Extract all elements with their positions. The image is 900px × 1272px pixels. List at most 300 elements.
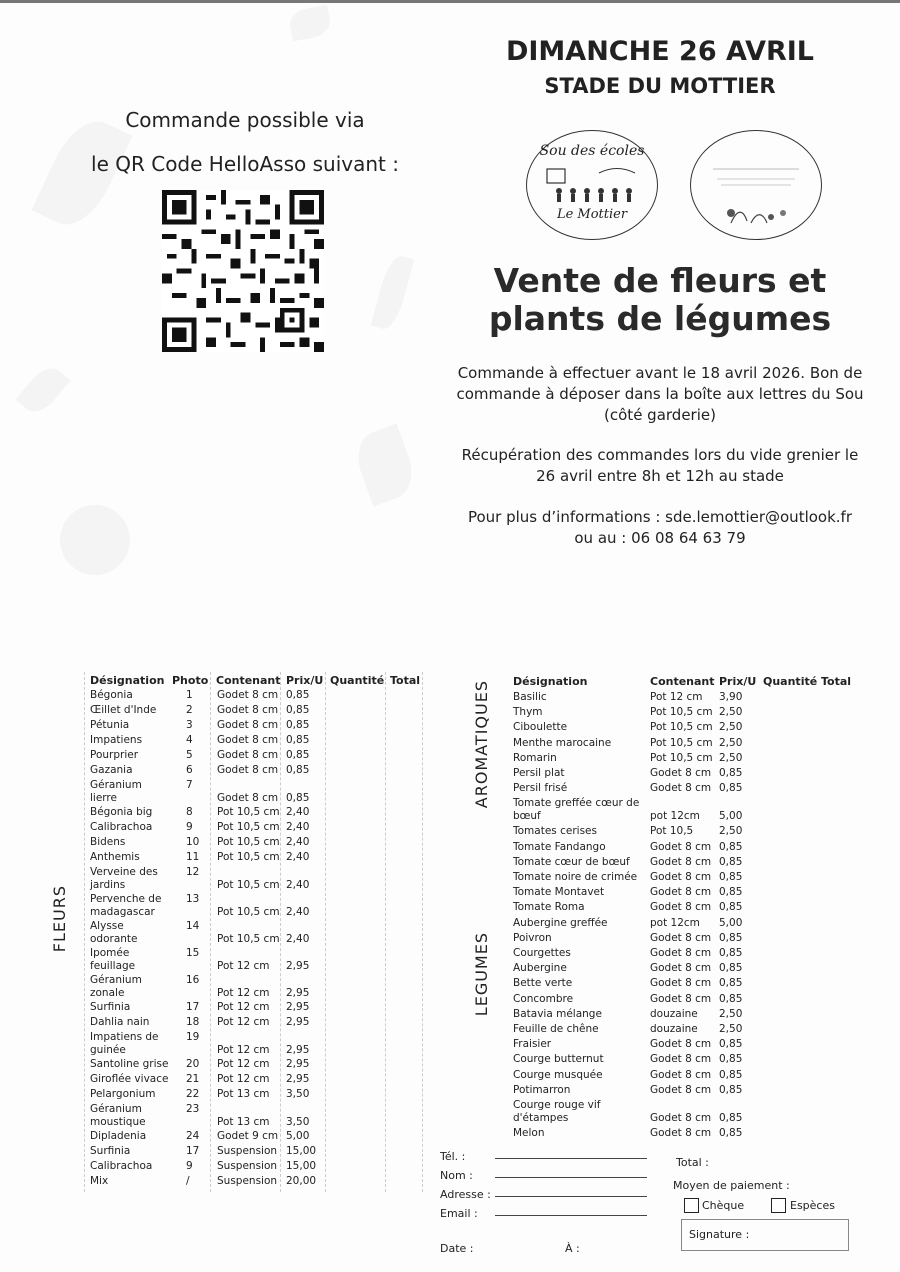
fleurs-row-name: Impatiens de bbox=[90, 1031, 159, 1043]
fleurs-row-contenant: Pot 10,5 cm bbox=[217, 806, 280, 818]
fleurs-row-contenant: Pot 12 cm bbox=[217, 1044, 270, 1056]
fleurs-row-prix: 3,50 bbox=[286, 1088, 310, 1100]
fleurs-row-name: Mix bbox=[90, 1175, 109, 1187]
legumes-row-quantity-input[interactable] bbox=[763, 721, 813, 734]
fleurs-row-prix: 0,85 bbox=[286, 749, 310, 761]
fleurs-row-quantity-input[interactable] bbox=[330, 1116, 380, 1129]
fleurs-header-quantite: Quantité bbox=[330, 674, 385, 687]
fleurs-row-name-line2: moustique bbox=[90, 1116, 146, 1128]
fleurs-row-name-line2: feuillage bbox=[90, 960, 136, 972]
legumes-row-name: Persil plat bbox=[513, 767, 565, 779]
fleurs-row-name: Anthemis bbox=[90, 851, 140, 863]
legumes-row-quantity-input[interactable] bbox=[763, 1084, 813, 1097]
fleurs-row-contenant: Godet 8 cm bbox=[217, 749, 279, 761]
fleurs-row-contenant: Pot 13 cm bbox=[217, 1116, 270, 1128]
fleurs-row-quantity-input[interactable] bbox=[330, 749, 380, 762]
fleurs-row-prix: 0,85 bbox=[286, 689, 310, 701]
legumes-row-quantity-input[interactable] bbox=[763, 993, 813, 1006]
cheque-label: Chèque bbox=[702, 1199, 745, 1212]
fleurs-row-photo: 14 bbox=[186, 920, 200, 932]
fleurs-row-quantity-input[interactable] bbox=[330, 734, 380, 747]
legumes-row-name: Aubergine bbox=[513, 962, 567, 975]
fleurs-row-prix: 0,85 bbox=[286, 764, 310, 776]
fleurs-row-name: Verveine des bbox=[90, 866, 158, 878]
fleurs-row-prix: 2,40 bbox=[286, 851, 310, 863]
legumes-row-prix: 0,85 bbox=[719, 886, 743, 899]
fleurs-row-prix: 2,40 bbox=[286, 879, 310, 891]
legumes-row-name: Basilic bbox=[513, 691, 547, 703]
legumes-row-prix: 0,85 bbox=[719, 947, 743, 959]
logo-text-bottom: Le Mottier bbox=[556, 207, 628, 222]
fleurs-row-quantity-input[interactable] bbox=[330, 1058, 380, 1071]
total-label: Total : bbox=[676, 1156, 709, 1169]
fleurs-row-photo: 16 bbox=[186, 974, 200, 986]
legumes-row-prix: 0,85 bbox=[719, 931, 743, 944]
fleurs-row-contenant: Godet 8 cm bbox=[217, 719, 279, 731]
fleurs-row-prix: 2,95 bbox=[286, 987, 310, 999]
fleurs-row-quantity-input[interactable] bbox=[330, 792, 380, 805]
fleurs-row-prix: 15,00 bbox=[286, 1160, 317, 1172]
fleurs-row-photo: 3 bbox=[186, 719, 193, 731]
legumes-row-name: Thym bbox=[513, 706, 543, 719]
fleurs-row-quantity-input[interactable] bbox=[330, 1175, 380, 1188]
legumes-row-prix: 0,85 bbox=[719, 782, 743, 795]
fleurs-row-contenant: Pot 10,5 cm bbox=[217, 906, 280, 918]
fleurs-row-photo: 10 bbox=[186, 836, 200, 848]
legumes-row-name: Ciboulette bbox=[513, 721, 568, 734]
fleurs-row-prix: 3,50 bbox=[286, 1116, 310, 1128]
fleurs-row-name-line2: guinée bbox=[90, 1044, 126, 1056]
legumes-row-contenant: Pot 10,5 bbox=[650, 825, 694, 838]
legumes-row-quantity-input[interactable] bbox=[763, 841, 813, 854]
fleurs-row-contenant: Pot 10,5 cm bbox=[217, 851, 280, 863]
legumes-row-contenant: pot 12cm bbox=[650, 810, 700, 823]
fleurs-row-name: Géranium bbox=[90, 779, 142, 791]
legumes-row-contenant: Godet 8 cm bbox=[650, 992, 712, 1005]
legumes-row-contenant: Godet 8 cm bbox=[650, 1127, 712, 1139]
legumes-row-name: Bette verte bbox=[513, 977, 573, 990]
fleurs-row-name: Œillet d'Inde bbox=[90, 704, 157, 716]
a-label: À : bbox=[565, 1242, 580, 1255]
legumes-row-quantity-input[interactable] bbox=[763, 767, 813, 780]
nom-label: Nom : bbox=[440, 1169, 473, 1182]
legumes-row-name: Potimarron bbox=[513, 1083, 571, 1096]
fleurs-row-photo: 20 bbox=[186, 1058, 200, 1070]
fleurs-row-photo: 19 bbox=[186, 1031, 200, 1043]
fleurs-row-photo: 8 bbox=[186, 806, 193, 818]
fleurs-row-photo: 21 bbox=[186, 1073, 200, 1085]
legumes-row-prix: 0,85 bbox=[719, 871, 743, 883]
fleurs-row-photo: 6 bbox=[186, 764, 193, 776]
legumes-row-contenant: Godet 8 cm bbox=[650, 1068, 712, 1081]
fleurs-row-name: Surfinia bbox=[90, 1001, 131, 1013]
order-info-line1: Commande à effectuer avant le 18 avril 2026. Bon de bbox=[457, 364, 863, 382]
fleurs-row-quantity-input[interactable] bbox=[330, 1044, 380, 1057]
fleurs-row-name-line2: odorante bbox=[90, 933, 138, 945]
legumes-row-name: Tomate Roma bbox=[513, 901, 585, 914]
fleurs-row-quantity-input[interactable] bbox=[330, 960, 380, 973]
legumes-row-prix: 2,50 bbox=[719, 706, 743, 719]
legumes-row-contenant: Godet 8 cm bbox=[650, 840, 712, 853]
legumes-row-contenant: Godet 8 cm bbox=[650, 855, 712, 868]
legumes-row-name: Courge musquée bbox=[513, 1068, 603, 1081]
fleurs-row-name: Pelargonium bbox=[90, 1088, 156, 1100]
legumes-row-contenant: Pot 10,5 cm bbox=[650, 721, 713, 734]
legumes-row-quantity-input[interactable] bbox=[763, 1008, 813, 1021]
legumes-row-prix: 0,85 bbox=[719, 962, 743, 975]
legumes-row-contenant: Godet 8 cm bbox=[650, 1038, 712, 1051]
fleurs-row-contenant: Pot 12 cm bbox=[217, 1073, 270, 1085]
fleurs-row-prix: 2,40 bbox=[286, 906, 310, 918]
legumes-row-contenant: Godet 8 cm bbox=[650, 901, 712, 914]
legumes-row-name: Menthe marocaine bbox=[513, 736, 612, 749]
fleurs-row-prix: 0,85 bbox=[286, 734, 310, 746]
fleurs-header-photo: Photo bbox=[172, 674, 209, 687]
legumes-row-name: Melon bbox=[513, 1127, 545, 1139]
date-label: Date : bbox=[440, 1242, 474, 1255]
fleurs-row-photo: 13 bbox=[186, 893, 200, 905]
legumes-row-prix: 0,85 bbox=[719, 1068, 743, 1081]
fleurs-header-total: Total bbox=[390, 674, 421, 687]
legumes-row-name: Concombre bbox=[513, 992, 574, 1005]
contact-info-line1: Pour plus d’informations : sde.lemottier@outlook.fr bbox=[467, 508, 852, 526]
legumes-row-prix: 5,00 bbox=[719, 810, 743, 823]
legumes-row-prix: 3,90 bbox=[719, 691, 743, 703]
fleurs-row-quantity-input[interactable] bbox=[330, 821, 380, 834]
signature-box[interactable] bbox=[681, 1219, 849, 1251]
legumes-row-quantity-input[interactable] bbox=[763, 871, 813, 884]
fleurs-row-name: Impatiens bbox=[90, 734, 143, 746]
fleurs-row-contenant: Godet 9 cm bbox=[217, 1130, 279, 1142]
fleurs-row-name-line2: zonale bbox=[90, 987, 125, 999]
legumes-row-quantity-input[interactable] bbox=[763, 691, 813, 704]
fleurs-row-quantity-input[interactable] bbox=[330, 906, 380, 919]
fleurs-row-quantity-input[interactable] bbox=[330, 704, 380, 717]
order-info-line3: (côté garderie) bbox=[604, 406, 716, 424]
logo-text-top: Sou des écoles bbox=[539, 143, 645, 159]
legumes-row-prix: 0,85 bbox=[719, 1127, 743, 1139]
contact-info-line2: ou au : 06 08 64 63 79 bbox=[574, 529, 746, 547]
legumes-row-quantity-input[interactable] bbox=[763, 901, 813, 914]
adresse-input[interactable] bbox=[495, 1196, 647, 1197]
fleurs-row-name: Santoline grise bbox=[90, 1058, 169, 1070]
legumes-row-name: Persil frisé bbox=[513, 782, 568, 795]
legumes-row-contenant: Pot 10,5 cm bbox=[650, 751, 713, 764]
fleurs-row-quantity-input[interactable] bbox=[330, 719, 380, 732]
adresse-label: Adresse : bbox=[440, 1188, 491, 1201]
legumes-row-prix: 0,85 bbox=[719, 840, 743, 853]
fleurs-row-name: Géranium bbox=[90, 974, 142, 986]
partner-logo bbox=[690, 130, 822, 240]
fleurs-row-contenant: Pot 10,5 cm bbox=[217, 879, 280, 891]
fleurs-row-photo: 7 bbox=[186, 779, 193, 791]
legumes-row-prix: 2,50 bbox=[719, 1023, 743, 1035]
fleurs-row-contenant: Pot 13 cm bbox=[217, 1088, 270, 1100]
legumes-row-name: Tomate greffée cœur de bbox=[513, 797, 640, 810]
fleurs-row-contenant: Pot 12 cm bbox=[217, 960, 270, 972]
legumes-row-name: Batavia mélange bbox=[513, 1007, 602, 1020]
legumes-row-quantity-input[interactable] bbox=[763, 886, 813, 899]
fleurs-row-name-line2: madagascar bbox=[90, 906, 155, 918]
fleurs-row-prix: 2,95 bbox=[286, 1001, 310, 1013]
email-label: Email : bbox=[440, 1207, 478, 1220]
fleurs-row-photo: 24 bbox=[186, 1130, 200, 1142]
fleurs-row-prix: 2,95 bbox=[286, 960, 310, 972]
fleurs-row-quantity-input[interactable] bbox=[330, 1016, 380, 1029]
legumes-row-quantity-input[interactable] bbox=[763, 1112, 813, 1125]
event-date: DIMANCHE 26 AVRIL bbox=[505, 36, 815, 67]
fleurs-row-contenant: Suspension bbox=[217, 1175, 278, 1187]
legumes-row-quantity-input[interactable] bbox=[763, 1023, 813, 1036]
legumes-row-prix: 0,85 bbox=[719, 977, 743, 990]
fleurs-row-name: Pétunia bbox=[90, 719, 130, 731]
fleurs-row-contenant: Pot 12 cm bbox=[217, 1058, 270, 1070]
qr-caption-line1: Commande possible via bbox=[125, 108, 365, 132]
legumes-row-name: Aubergine greffée bbox=[513, 916, 608, 929]
fleurs-row-name: Dipladenia bbox=[90, 1130, 147, 1142]
legumes-row-contenant: Godet 8 cm bbox=[650, 931, 712, 944]
legumes-row-contenant: Godet 8 cm bbox=[650, 962, 712, 975]
nom-input[interactable] bbox=[495, 1177, 647, 1178]
fleurs-row-photo: 22 bbox=[186, 1088, 200, 1100]
legumes-row-contenant: Godet 8 cm bbox=[650, 977, 712, 990]
legumes-row-name: Tomate cœur de bœuf bbox=[513, 855, 630, 868]
fleurs-row-quantity-input[interactable] bbox=[330, 806, 380, 819]
sou-des-ecoles-logo bbox=[526, 130, 658, 240]
legumes-row-quantity-input[interactable] bbox=[763, 977, 813, 990]
fleurs-row-prix: 2,95 bbox=[286, 1058, 310, 1070]
legumes-row-name: Tomate Montavet bbox=[513, 886, 605, 899]
event-venue: STADE DU MOTTIER bbox=[544, 74, 776, 98]
children-icon bbox=[541, 165, 643, 205]
fleurs-row-photo: 12 bbox=[186, 866, 200, 878]
fleurs-row-name: Surfinia bbox=[90, 1145, 131, 1157]
title-line1: Vente de fleurs et bbox=[493, 261, 827, 300]
legumes-header-total: Total bbox=[821, 675, 852, 688]
legumes-row-quantity-input[interactable] bbox=[763, 1127, 813, 1140]
fleurs-row-name: Calibrachoa bbox=[90, 821, 153, 833]
fleurs-row-name: Bidens bbox=[90, 836, 126, 848]
payment-label: Moyen de paiement : bbox=[673, 1179, 790, 1192]
fleurs-row-photo: 23 bbox=[186, 1103, 200, 1115]
fleurs-row-prix: 2,40 bbox=[286, 821, 310, 833]
fleurs-row-prix: 2,40 bbox=[286, 933, 310, 945]
legumes-row-quantity-input[interactable] bbox=[763, 917, 813, 930]
fleurs-row-prix: 2,40 bbox=[286, 806, 310, 818]
fleurs-row-contenant: Pot 12 cm bbox=[217, 1016, 270, 1028]
fleurs-row-photo: 18 bbox=[186, 1016, 200, 1028]
fleurs-row-photo: 11 bbox=[186, 851, 200, 863]
legumes-header-designation: Désignation bbox=[513, 675, 588, 688]
flower-icon bbox=[701, 151, 811, 231]
legumes-row-contenant: Pot 12 cm bbox=[650, 691, 703, 703]
legumes-row-name: Courge rouge vif bbox=[513, 1099, 601, 1111]
fleurs-row-contenant: Pot 10,5 cm bbox=[217, 821, 280, 833]
legumes-row-prix: 2,50 bbox=[719, 751, 743, 764]
legumes-row-prix: 0,85 bbox=[719, 1053, 743, 1066]
fleurs-row-prix: 2,95 bbox=[286, 1016, 310, 1028]
fleurs-row-contenant: Pot 10,5 cm bbox=[217, 933, 280, 945]
fleurs-row-contenant: Godet 8 cm bbox=[217, 734, 279, 746]
fleurs-row-name-line2: lierre bbox=[90, 792, 117, 804]
pickup-info-line1: Récupération des commandes lors du vide grenier le bbox=[461, 446, 859, 464]
fleurs-row-quantity-input[interactable] bbox=[330, 764, 380, 777]
fleurs-row-contenant: Suspension bbox=[217, 1145, 278, 1157]
fleurs-row-photo: 4 bbox=[186, 734, 193, 746]
fleurs-row-name: Pourprier bbox=[90, 749, 139, 761]
legumes-row-quantity-input[interactable] bbox=[763, 706, 813, 719]
fleurs-row-contenant: Godet 8 cm bbox=[217, 764, 279, 776]
legumes-row-quantity-input[interactable] bbox=[763, 856, 813, 869]
fleurs-row-photo: 1 bbox=[186, 689, 193, 701]
fleurs-row-contenant: Pot 10,5 cm bbox=[217, 836, 280, 848]
fleurs-row-name: Dahlia nain bbox=[90, 1016, 150, 1028]
fleurs-row-name: Géranium bbox=[90, 1103, 142, 1115]
fleurs-row-contenant: Godet 8 cm bbox=[217, 689, 279, 701]
fleurs-row-name: Gazania bbox=[90, 764, 133, 776]
aromatiques-section-label: AROMATIQUES bbox=[472, 680, 491, 809]
fleurs-row-quantity-input[interactable] bbox=[330, 851, 380, 864]
fleurs-header-contenant: Contenant bbox=[216, 674, 281, 687]
fleurs-row-prix: 2,95 bbox=[286, 1044, 310, 1056]
fleurs-row-prix: 0,85 bbox=[286, 792, 310, 804]
legumes-row-name: Courge butternut bbox=[513, 1053, 604, 1066]
fleurs-row-prix: 0,85 bbox=[286, 719, 310, 731]
legumes-row-quantity-input[interactable] bbox=[763, 1053, 813, 1066]
fleurs-row-quantity-input[interactable] bbox=[330, 689, 380, 702]
fleurs-header-prix: Prix/U bbox=[286, 674, 324, 687]
legumes-row-name: Poivron bbox=[513, 931, 552, 944]
legumes-row-name: Tomate Fandango bbox=[513, 840, 606, 853]
fleurs-header-designation: Désignation bbox=[90, 674, 165, 687]
fleurs-row-quantity-input[interactable] bbox=[330, 1130, 380, 1143]
fleurs-row-name: Ipomée bbox=[90, 947, 130, 959]
fleurs-row-quantity-input[interactable] bbox=[330, 987, 380, 1000]
contact-info bbox=[450, 507, 870, 549]
legumes-row-name-line2: d'étampes bbox=[513, 1112, 569, 1124]
legumes-header-contenant: Contenant bbox=[650, 675, 715, 688]
legumes-row-quantity-input[interactable] bbox=[763, 932, 813, 945]
fleurs-row-photo: 17 bbox=[186, 1145, 200, 1157]
fleurs-row-photo: 2 bbox=[186, 704, 193, 716]
legumes-row-contenant: Godet 8 cm bbox=[650, 871, 712, 883]
fleurs-row-photo: 17 bbox=[186, 1001, 200, 1013]
fleurs-row-contenant: Pot 12 cm bbox=[217, 1001, 270, 1013]
legumes-row-prix: 2,50 bbox=[719, 721, 743, 734]
fleurs-row-prix: 5,00 bbox=[286, 1130, 310, 1142]
especes-checkbox[interactable] bbox=[771, 1198, 786, 1213]
fleurs-row-photo: 5 bbox=[186, 749, 193, 761]
legumes-row-quantity-input[interactable] bbox=[763, 810, 813, 823]
legumes-row-prix: 2,50 bbox=[719, 1007, 743, 1020]
fleurs-row-prix: 0,85 bbox=[286, 704, 310, 716]
legumes-row-name: Tomates cerises bbox=[513, 825, 597, 838]
order-info bbox=[450, 363, 870, 426]
fleurs-row-photo: 9 bbox=[186, 1160, 193, 1172]
legumes-row-quantity-input[interactable] bbox=[763, 782, 813, 795]
legumes-row-name: Tomate noire de crimée bbox=[513, 871, 638, 883]
signature-label: Signature : bbox=[689, 1228, 750, 1241]
fleurs-row-name: Pervenche de bbox=[90, 893, 162, 905]
fleurs-row-name: Bégonia big bbox=[90, 806, 153, 818]
legumes-header-prix: Prix/U bbox=[719, 675, 757, 688]
pickup-info bbox=[450, 445, 870, 487]
legumes-row-prix: 5,00 bbox=[719, 916, 743, 929]
tel-input[interactable] bbox=[495, 1158, 647, 1159]
legumes-row-prix: 0,85 bbox=[719, 901, 743, 914]
email-input[interactable] bbox=[495, 1215, 647, 1216]
fleurs-row-quantity-input[interactable] bbox=[330, 1001, 380, 1014]
legumes-row-quantity-input[interactable] bbox=[763, 752, 813, 765]
order-info-line2: commande à déposer dans la boîte aux lettres du Sou bbox=[456, 385, 864, 403]
legumes-row-contenant: pot 12cm bbox=[650, 916, 700, 929]
legumes-row-contenant: Godet 8 cm bbox=[650, 886, 712, 899]
legumes-row-name: Fraisier bbox=[513, 1038, 552, 1051]
legumes-row-quantity-input[interactable] bbox=[763, 962, 813, 975]
fleurs-row-name: Giroflée vivace bbox=[90, 1073, 169, 1085]
fleurs-row-contenant: Pot 12 cm bbox=[217, 987, 270, 999]
legumes-row-quantity-input[interactable] bbox=[763, 1038, 813, 1051]
title-line2: plants de légumes bbox=[488, 299, 832, 338]
fleurs-row-quantity-input[interactable] bbox=[330, 1145, 380, 1158]
fleurs-row-quantity-input[interactable] bbox=[330, 836, 380, 849]
fleurs-row-name: Alysse bbox=[90, 920, 124, 932]
legumes-row-prix: 0,85 bbox=[719, 1038, 743, 1051]
legumes-row-contenant: Godet 8 cm bbox=[650, 1083, 712, 1096]
legumes-section-label: LEGUMES bbox=[472, 932, 491, 1017]
cheque-checkbox[interactable] bbox=[684, 1198, 699, 1213]
legumes-row-quantity-input[interactable] bbox=[763, 1069, 813, 1082]
especes-label: Espèces bbox=[790, 1199, 835, 1212]
fleurs-row-prix: 2,40 bbox=[286, 836, 310, 848]
fleurs-row-name: Calibrachoa bbox=[90, 1160, 153, 1172]
legumes-row-quantity-input[interactable] bbox=[763, 825, 813, 838]
fleurs-row-photo: / bbox=[186, 1175, 190, 1187]
legumes-row-prix: 0,85 bbox=[719, 1083, 743, 1096]
fleurs-row-contenant: Godet 8 cm bbox=[217, 704, 279, 716]
legumes-row-contenant: Godet 8 cm bbox=[650, 767, 712, 779]
fleurs-row-contenant: Godet 8 cm bbox=[217, 792, 279, 804]
legumes-row-prix: 0,85 bbox=[719, 855, 743, 868]
fleurs-row-quantity-input[interactable] bbox=[330, 1160, 380, 1173]
legumes-row-prix: 0,85 bbox=[719, 767, 743, 779]
legumes-row-prix: 2,50 bbox=[719, 825, 743, 838]
fleurs-row-photo: 15 bbox=[186, 947, 200, 959]
legumes-row-contenant: douzaine bbox=[650, 1023, 698, 1035]
legumes-row-contenant: Godet 8 cm bbox=[650, 782, 712, 795]
fleurs-row-quantity-input[interactable] bbox=[330, 1088, 380, 1101]
fleurs-row-prix: 20,00 bbox=[286, 1175, 317, 1187]
legumes-row-contenant: Godet 8 cm bbox=[650, 947, 712, 959]
fleurs-row-name-line2: jardins bbox=[90, 879, 126, 891]
legumes-row-name: Feuille de chêne bbox=[513, 1023, 599, 1035]
legumes-row-name: Courgettes bbox=[513, 947, 571, 959]
legumes-row-quantity-input[interactable] bbox=[763, 737, 813, 750]
fleurs-row-quantity-input[interactable] bbox=[330, 879, 380, 892]
legumes-row-prix: 0,85 bbox=[719, 1112, 743, 1124]
qr-caption-line2: le QR Code HelloAsso suivant : bbox=[91, 152, 399, 176]
legumes-header-quantite: Quantité bbox=[763, 675, 818, 688]
legumes-row-name-line2: bœuf bbox=[513, 810, 541, 823]
fleurs-row-quantity-input[interactable] bbox=[330, 1073, 380, 1086]
legumes-row-prix: 2,50 bbox=[719, 736, 743, 749]
legumes-row-quantity-input[interactable] bbox=[763, 947, 813, 960]
fleurs-row-quantity-input[interactable] bbox=[330, 933, 380, 946]
legumes-row-contenant: Pot 10,5 cm bbox=[650, 736, 713, 749]
pickup-info-line2: 26 avril entre 8h et 12h au stade bbox=[536, 467, 784, 485]
legumes-row-contenant: Godet 8 cm bbox=[650, 1112, 712, 1124]
fleurs-row-photo: 9 bbox=[186, 821, 193, 833]
